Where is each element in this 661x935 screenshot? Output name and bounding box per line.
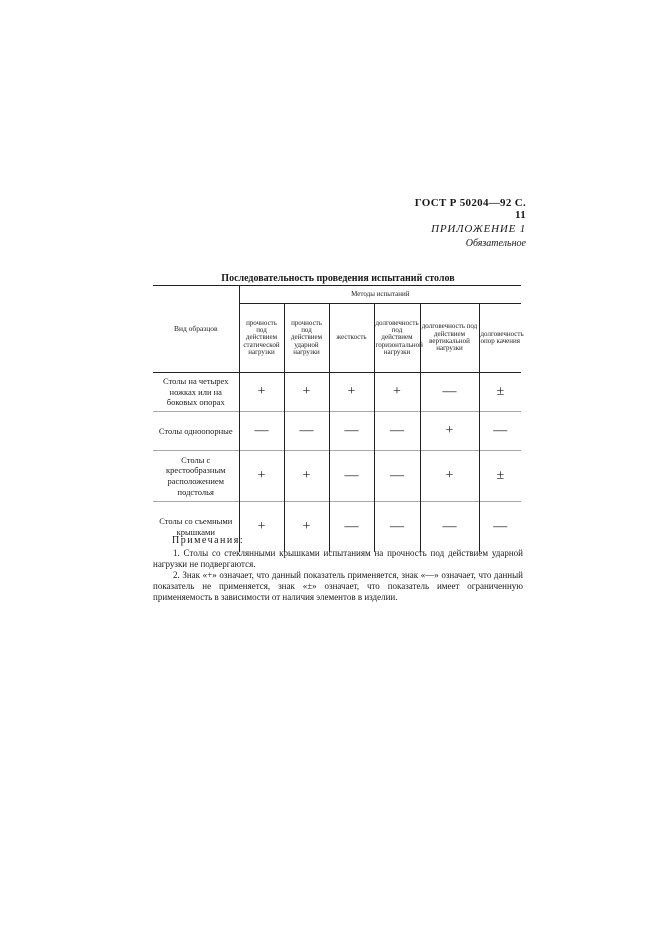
column-header: прочность под действием статической нагрузки — [239, 304, 284, 373]
table-cell: + — [284, 502, 329, 553]
table-cell: + — [374, 373, 420, 412]
row-label: Столы с крестообразным расположением подстолья — [153, 451, 239, 502]
row-label: Столы на четырех ножках или на боковых опорах — [163, 376, 229, 408]
row-header: Вид образцов — [153, 286, 239, 373]
table-cell: — — [329, 451, 374, 502]
table-row — [153, 373, 521, 412]
table-cell: — — [374, 412, 420, 451]
notes-title: Примечания: — [172, 535, 245, 546]
group-header: Методы испытаний — [239, 286, 521, 304]
table-cell: — — [479, 502, 521, 553]
table-cell: + — [284, 373, 329, 412]
table-cell: + — [239, 502, 284, 553]
note-item: 1. Столы со стеклянными крышками испытаниям на прочность под действием ударной нагрузки не подвергаются. — [153, 548, 523, 569]
table-cell: + — [329, 373, 374, 412]
table-cell: — — [284, 412, 329, 451]
row-label: Столы со съемными крышками — [153, 502, 239, 553]
column-header: долговечность под действием горизонтальной нагрузки — [374, 304, 420, 373]
note-item: 2. Знак «+» означает, что данный показатель применяется, знак «—» означает, что данный показатель не применяется, знак «±» означает, что показатель имеет ограниченную применяемость в зависимости от наличия элементов в изделии. — [153, 570, 523, 602]
table-cell: — — [329, 502, 374, 553]
column-header: долговечность опор качения — [479, 304, 521, 373]
table-cell: — — [329, 412, 374, 451]
standard-code: ГОСТ Р 50204—92 С. 11 — [414, 197, 526, 221]
table-cell: — — [239, 412, 284, 451]
appendix-title: ПРИЛОЖЕНИЕ 1 — [431, 223, 526, 235]
table-cell: + — [420, 451, 479, 502]
table-cell: + — [239, 373, 284, 412]
table-cell: — — [420, 373, 479, 412]
test-sequence-table — [153, 285, 524, 552]
table-cell: ± — [479, 451, 521, 502]
table-title: Последовательность проведения испытаний столов — [221, 273, 455, 284]
row-label: Столы одноопорные — [153, 412, 239, 451]
table-cell: + — [239, 451, 284, 502]
table-cell: + — [284, 451, 329, 502]
appendix-status: Обязательное — [465, 238, 526, 249]
table-cell: + — [420, 412, 479, 451]
column-header: прочность под действием ударной нагрузки — [284, 304, 329, 373]
column-header: жесткость — [329, 304, 374, 373]
table-cell: — — [374, 451, 420, 502]
table-cell: — — [374, 502, 420, 553]
column-header: долговечность под действием вертикальной нагрузки — [420, 304, 479, 373]
table-cell: — — [479, 412, 521, 451]
table-row — [153, 451, 521, 502]
table-row — [153, 412, 521, 451]
table-cell: ± — [479, 373, 521, 412]
table-cell: — — [420, 502, 479, 553]
